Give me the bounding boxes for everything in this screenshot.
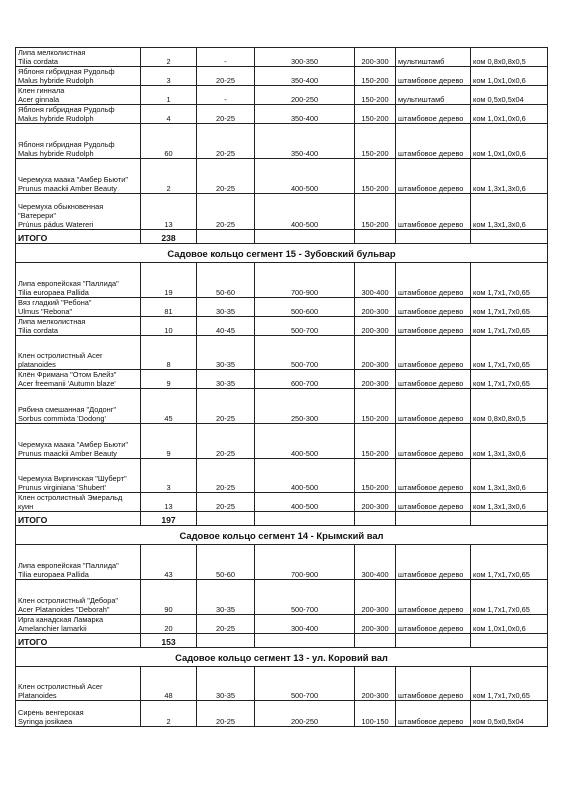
- plant-name-cell: [16, 545, 141, 580]
- total-label: ИТОГО: [16, 634, 141, 648]
- empty-cell: [255, 230, 355, 244]
- form-cell: мультиштамб: [396, 48, 471, 67]
- table-row: [16, 317, 548, 336]
- form-cell: штамбовое дерево: [396, 105, 471, 124]
- quantity-cell: 3: [141, 67, 197, 86]
- quantity-cell: 81: [141, 298, 197, 317]
- empty-cell: [396, 230, 471, 244]
- form-cell: штамбовое дерево: [396, 667, 471, 701]
- plant-name-line: Ирга канадская Ламарка: [18, 615, 104, 624]
- plant-name-line: Malus hybride Rudolph: [18, 149, 94, 158]
- form-cell: штамбовое дерево: [396, 459, 471, 493]
- root-ball-cell: ком 1,3x1,3x0,6: [471, 459, 548, 493]
- table-row: [16, 389, 548, 424]
- empty-cell: [396, 634, 471, 648]
- plant-name-cell: [16, 124, 141, 159]
- total-row: [16, 634, 548, 648]
- root-ball-cell: ком 1,0x1,0x0,6: [471, 105, 548, 124]
- plant-name-line: Клен остролистный "Дебора": [18, 596, 119, 605]
- table-row: [16, 580, 548, 615]
- crown-width-cell: 200-300: [355, 615, 396, 634]
- height-cell: 700-900: [255, 263, 355, 298]
- empty-cell: [396, 512, 471, 526]
- trunk-diameter-cell: -: [197, 86, 255, 105]
- plant-name-line: Prunus virginiana 'Shubert': [18, 483, 106, 492]
- plant-name-line: Клён Фримана "Отом Блейз": [18, 370, 117, 379]
- height-cell: 300-350: [255, 48, 355, 67]
- total-label: ИТОГО: [16, 512, 141, 526]
- plant-name-line: куин: [18, 502, 34, 511]
- quantity-cell: 13: [141, 493, 197, 512]
- plant-name-line: Ulmus "Rebona": [18, 307, 73, 316]
- table-row: [16, 336, 548, 370]
- plant-list-sheet: [15, 47, 547, 727]
- quantity-cell: 45: [141, 389, 197, 424]
- quantity-cell: 90: [141, 580, 197, 615]
- height-cell: 600-700: [255, 370, 355, 389]
- root-ball-cell: ком 0,8x0,8x0,5: [471, 48, 548, 67]
- root-ball-cell: ком 1,0x1,0x0,6: [471, 124, 548, 159]
- plant-name-line: Вяз гладкий "Ребона": [18, 298, 92, 307]
- table-row: [16, 615, 548, 634]
- trunk-diameter-cell: 20-25: [197, 459, 255, 493]
- plant-name-cell: [16, 336, 141, 370]
- plant-name-line: Клен гиннала: [18, 86, 65, 95]
- form-cell: мультиштамб: [396, 86, 471, 105]
- trunk-diameter-cell: 40-45: [197, 317, 255, 336]
- plant-name-line: Сирень венгерская: [18, 708, 84, 717]
- crown-width-cell: 150-200: [355, 159, 396, 194]
- trunk-diameter-cell: 20-25: [197, 105, 255, 124]
- crown-width-cell: 200-300: [355, 370, 396, 389]
- quantity-cell: 8: [141, 336, 197, 370]
- table-row: [16, 159, 548, 194]
- height-cell: 400-500: [255, 459, 355, 493]
- section-title: Садовое кольцо сегмент 15 - Зубовский бульвар: [16, 244, 548, 263]
- crown-width-cell: 150-200: [355, 67, 396, 86]
- quantity-cell: 10: [141, 317, 197, 336]
- root-ball-cell: ком 1,0x1,0x0,6: [471, 67, 548, 86]
- table-row: [16, 701, 548, 727]
- empty-cell: [471, 512, 548, 526]
- plant-name-cell: [16, 67, 141, 86]
- form-cell: штамбовое дерево: [396, 493, 471, 512]
- plant-name-line: Prunus maackii Amber Beauty: [18, 184, 117, 193]
- empty-cell: [355, 512, 396, 526]
- crown-width-cell: 150-200: [355, 459, 396, 493]
- plant-name-line: Липа мелколистная: [18, 48, 86, 57]
- section-title: Садовое кольцо сегмент 14 - Крымский вал: [16, 526, 548, 545]
- height-cell: 200-250: [255, 701, 355, 727]
- height-cell: 350-400: [255, 124, 355, 159]
- plant-name-line: Malus hybride Rudolph: [18, 76, 94, 85]
- quantity-cell: 2: [141, 701, 197, 727]
- plant-name-cell: [16, 159, 141, 194]
- total-row: [16, 230, 548, 244]
- trunk-diameter-cell: 20-25: [197, 615, 255, 634]
- height-cell: 500-700: [255, 580, 355, 615]
- trunk-diameter-cell: -: [197, 48, 255, 67]
- table-row: [16, 493, 548, 512]
- height-cell: 350-400: [255, 105, 355, 124]
- height-cell: 400-500: [255, 424, 355, 459]
- trunk-diameter-cell: 20-25: [197, 424, 255, 459]
- plant-name-line: Черемуха маака "Амбер Бьюти": [18, 175, 128, 184]
- plant-name-cell: [16, 667, 141, 701]
- height-cell: 400-500: [255, 493, 355, 512]
- crown-width-cell: 150-200: [355, 124, 396, 159]
- quantity-cell: 13: [141, 194, 197, 230]
- plant-name-line: Липа европейская "Паллида": [18, 561, 119, 570]
- plant-name-line: Клен остролистный Acer: [18, 682, 103, 691]
- trunk-diameter-cell: 20-25: [197, 194, 255, 230]
- total-value: 153: [141, 634, 197, 648]
- plant-name-cell: [16, 317, 141, 336]
- root-ball-cell: ком 1,3x1,3x0,6: [471, 493, 548, 512]
- trunk-diameter-cell: 20-25: [197, 124, 255, 159]
- crown-width-cell: 200-300: [355, 493, 396, 512]
- plant-name-line: Syringa josikaea: [18, 717, 73, 726]
- root-ball-cell: ком 0,5x0,5x04: [471, 701, 548, 727]
- empty-cell: [197, 634, 255, 648]
- trunk-diameter-cell: 20-25: [197, 159, 255, 194]
- root-ball-cell: ком 1,7x1,7x0,65: [471, 667, 548, 701]
- form-cell: штамбовое дерево: [396, 424, 471, 459]
- trunk-diameter-cell: 30-35: [197, 667, 255, 701]
- section-heading-row: [16, 244, 548, 263]
- crown-width-cell: 300-400: [355, 263, 396, 298]
- trunk-diameter-cell: 30-35: [197, 370, 255, 389]
- form-cell: штамбовое дерево: [396, 580, 471, 615]
- height-cell: 500-600: [255, 298, 355, 317]
- plant-name-cell: [16, 389, 141, 424]
- plant-name-cell: [16, 459, 141, 493]
- form-cell: штамбовое дерево: [396, 298, 471, 317]
- root-ball-cell: ком 1,0x1,0x0,6: [471, 615, 548, 634]
- table-row: [16, 545, 548, 580]
- trunk-diameter-cell: 50-60: [197, 545, 255, 580]
- quantity-cell: 48: [141, 667, 197, 701]
- height-cell: 300-400: [255, 615, 355, 634]
- table-row: [16, 459, 548, 493]
- table-row: [16, 298, 548, 317]
- plant-name-line: Черемуха Виргинская "Шуберт": [18, 474, 127, 483]
- plant-name-cell: [16, 194, 141, 230]
- empty-cell: [197, 230, 255, 244]
- plant-name-cell: [16, 424, 141, 459]
- form-cell: штамбовое дерево: [396, 67, 471, 86]
- plant-name-line: Platanoides: [18, 691, 57, 700]
- root-ball-cell: ком 1,3x1,3x0,6: [471, 194, 548, 230]
- crown-width-cell: 150-200: [355, 424, 396, 459]
- plant-name-line: Malus hybride Rudolph: [18, 114, 94, 123]
- quantity-cell: 20: [141, 615, 197, 634]
- quantity-cell: 43: [141, 545, 197, 580]
- section-heading-row: [16, 526, 548, 545]
- plant-name-cell: [16, 580, 141, 615]
- section-title: Садовое кольцо сегмент 13 - ул. Коровий вал: [16, 648, 548, 667]
- table-row: [16, 48, 548, 67]
- quantity-cell: 3: [141, 459, 197, 493]
- plant-name-line: Липа европейская "Паллида": [18, 279, 119, 288]
- plant-name-line: Черемуха маака "Амбер Бьюти": [18, 440, 128, 449]
- quantity-cell: 4: [141, 105, 197, 124]
- plant-name-line: Prúnus pádus Watereri: [18, 220, 94, 229]
- root-ball-cell: ком 0,5x0,5x04: [471, 86, 548, 105]
- plant-name-line: Черемуха обыкновенная: [18, 202, 104, 211]
- height-cell: 700-900: [255, 545, 355, 580]
- plant-name-cell: [16, 263, 141, 298]
- table-row: [16, 67, 548, 86]
- table-row: [16, 424, 548, 459]
- table-row: [16, 124, 548, 159]
- total-value: 238: [141, 230, 197, 244]
- crown-width-cell: 200-300: [355, 336, 396, 370]
- plant-name-cell: [16, 48, 141, 67]
- trunk-diameter-cell: 30-35: [197, 298, 255, 317]
- plant-name-line: Tilia europaea Pallida: [18, 288, 89, 297]
- form-cell: штамбовое дерево: [396, 194, 471, 230]
- empty-cell: [355, 230, 396, 244]
- form-cell: штамбовое дерево: [396, 124, 471, 159]
- height-cell: 350-400: [255, 67, 355, 86]
- root-ball-cell: ком 1,3x1,3x0,6: [471, 159, 548, 194]
- plant-table: [15, 47, 548, 727]
- plant-name-cell: [16, 615, 141, 634]
- crown-width-cell: 150-200: [355, 194, 396, 230]
- crown-width-cell: 150-200: [355, 86, 396, 105]
- table-row: [16, 86, 548, 105]
- plant-name-line: Tilia cordata: [18, 57, 58, 66]
- trunk-diameter-cell: 20-25: [197, 701, 255, 727]
- trunk-diameter-cell: 20-25: [197, 389, 255, 424]
- crown-width-cell: 200-300: [355, 580, 396, 615]
- form-cell: штамбовое дерево: [396, 615, 471, 634]
- empty-cell: [255, 634, 355, 648]
- plant-name-line: Клен остролистный Acer: [18, 351, 103, 360]
- quantity-cell: 60: [141, 124, 197, 159]
- plant-name-line: "Ватерери": [18, 211, 56, 220]
- trunk-diameter-cell: 30-35: [197, 336, 255, 370]
- table-row: [16, 263, 548, 298]
- section-heading-row: [16, 648, 548, 667]
- form-cell: штамбовое дерево: [396, 159, 471, 194]
- height-cell: 400-500: [255, 159, 355, 194]
- plant-name-cell: [16, 298, 141, 317]
- empty-cell: [471, 230, 548, 244]
- height-cell: 400-500: [255, 194, 355, 230]
- table-row: [16, 194, 548, 230]
- quantity-cell: 9: [141, 370, 197, 389]
- root-ball-cell: ком 0,8x0,8x0,5: [471, 389, 548, 424]
- form-cell: штамбовое дерево: [396, 263, 471, 298]
- quantity-cell: 9: [141, 424, 197, 459]
- root-ball-cell: ком 1,7x1,7x0,65: [471, 370, 548, 389]
- crown-width-cell: 300-400: [355, 545, 396, 580]
- plant-name-line: Липа мелколистная: [18, 317, 86, 326]
- quantity-cell: 2: [141, 48, 197, 67]
- plant-name-cell: [16, 493, 141, 512]
- plant-name-line: Яблоня гибридная Рудольф: [18, 140, 115, 149]
- form-cell: штамбовое дерево: [396, 317, 471, 336]
- crown-width-cell: 150-200: [355, 105, 396, 124]
- plant-name-line: Tilia europaea Pallida: [18, 570, 89, 579]
- root-ball-cell: ком 1,7x1,7x0,65: [471, 298, 548, 317]
- empty-cell: [197, 512, 255, 526]
- plant-name-cell: [16, 370, 141, 389]
- plant-name-line: Prunus maackii Amber Beauty: [18, 449, 117, 458]
- root-ball-cell: ком 1,3x1,3x0,6: [471, 424, 548, 459]
- root-ball-cell: ком 1,7x1,7x0,65: [471, 336, 548, 370]
- quantity-cell: 19: [141, 263, 197, 298]
- height-cell: 500-700: [255, 336, 355, 370]
- plant-name-line: Acer Platanoides "Deborah": [18, 605, 110, 614]
- crown-width-cell: 100-150: [355, 701, 396, 727]
- total-value: 197: [141, 512, 197, 526]
- height-cell: 250-300: [255, 389, 355, 424]
- table-row: [16, 105, 548, 124]
- empty-cell: [355, 634, 396, 648]
- plant-name-cell: [16, 105, 141, 124]
- form-cell: штамбовое дерево: [396, 545, 471, 580]
- trunk-diameter-cell: 20-25: [197, 67, 255, 86]
- total-label: ИТОГО: [16, 230, 141, 244]
- root-ball-cell: ком 1,7x1,7x0,65: [471, 580, 548, 615]
- plant-name-line: Acer ginnala: [18, 95, 60, 104]
- plant-name-line: Яблоня гибридная Рудольф: [18, 67, 115, 76]
- quantity-cell: 1: [141, 86, 197, 105]
- height-cell: 200-250: [255, 86, 355, 105]
- trunk-diameter-cell: 50-60: [197, 263, 255, 298]
- root-ball-cell: ком 1,7x1,7x0,65: [471, 545, 548, 580]
- plant-name-cell: [16, 701, 141, 727]
- plant-name-line: Рябина смешанная "Додонг": [18, 405, 117, 414]
- crown-width-cell: 150-200: [355, 389, 396, 424]
- trunk-diameter-cell: 20-25: [197, 493, 255, 512]
- plant-name-line: Клен остролистный Эмеральд: [18, 493, 123, 502]
- crown-width-cell: 200-300: [355, 298, 396, 317]
- form-cell: штамбовое дерево: [396, 370, 471, 389]
- crown-width-cell: 200-300: [355, 667, 396, 701]
- plant-table-body: [16, 48, 548, 727]
- empty-cell: [471, 634, 548, 648]
- plant-name-line: Sorbus commixta 'Dodong': [18, 414, 106, 423]
- root-ball-cell: ком 1,7x1,7x0,65: [471, 317, 548, 336]
- trunk-diameter-cell: 30-35: [197, 580, 255, 615]
- root-ball-cell: ком 1,7x1,7x0,65: [471, 263, 548, 298]
- crown-width-cell: 200-300: [355, 48, 396, 67]
- plant-name-line: Яблоня гибридная Рудольф: [18, 105, 115, 114]
- plant-name-line: Acer freemanii 'Autumn blaze': [18, 379, 116, 388]
- total-row: [16, 512, 548, 526]
- plant-name-line: Amelanchier lamarkii: [18, 624, 87, 633]
- quantity-cell: 2: [141, 159, 197, 194]
- empty-cell: [255, 512, 355, 526]
- plant-name-cell: [16, 86, 141, 105]
- plant-name-line: platanoides: [18, 360, 56, 369]
- plant-name-line: Tilia cordata: [18, 326, 58, 335]
- table-row: [16, 667, 548, 701]
- form-cell: штамбовое дерево: [396, 336, 471, 370]
- form-cell: штамбовое дерево: [396, 701, 471, 727]
- form-cell: штамбовое дерево: [396, 389, 471, 424]
- table-row: [16, 370, 548, 389]
- crown-width-cell: 200-300: [355, 317, 396, 336]
- height-cell: 500-700: [255, 667, 355, 701]
- height-cell: 500-700: [255, 317, 355, 336]
